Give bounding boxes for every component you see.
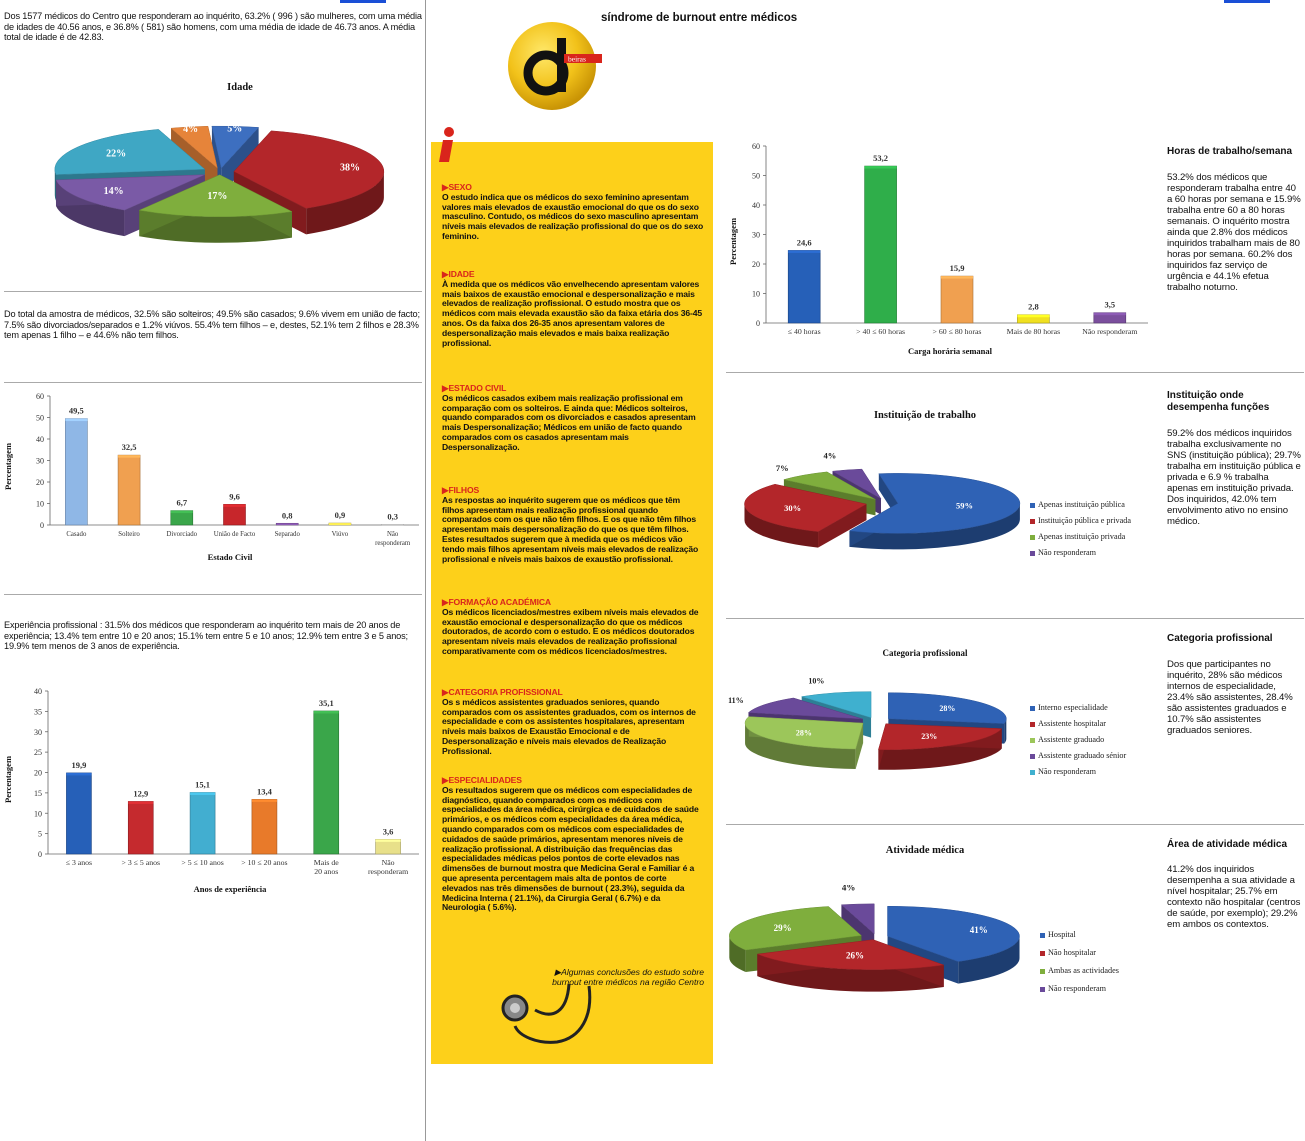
- legend-item: [1040, 926, 1119, 944]
- info-section-title: ▶FILHOS: [442, 485, 480, 495]
- bar-value-label: 24,6: [796, 237, 812, 248]
- pie-slice-label: 7%: [775, 462, 789, 473]
- pie-slice-label: 14%: [103, 185, 124, 197]
- bar-value-label: 3,6: [382, 826, 394, 837]
- pie-slice-label: 41%: [969, 925, 988, 936]
- info-section: [442, 270, 704, 348]
- y-tick-label: 60: [752, 142, 760, 151]
- legend-swatch: [1040, 987, 1045, 992]
- category-label: > 40 ≤ 60 horas: [856, 327, 906, 336]
- info-caption: ▶Algumas conclusões do estudo sobre burnout entre médicos na região Centro: [552, 967, 704, 987]
- info-section-body: O estudo indica que os médicos do sexo feminino apresentam valores mais elevados de exaustão emocional do que os do sexo masculino. Contudo, os médicos do sexo masculino apresentam níveis mais elevados de realização profissional do que os do sexo feminino.: [442, 191, 704, 241]
- legend-swatch: [1030, 535, 1035, 540]
- pie-slice-label: 23%: [921, 732, 938, 742]
- pie-slice-label: 28%: [795, 728, 812, 738]
- info-section-title: ▶FORMAÇÃO ACADÉMICA: [442, 597, 551, 607]
- divider: [726, 824, 1304, 825]
- y-tick-label: 30: [752, 230, 760, 240]
- y-tick-label: 40: [752, 201, 760, 210]
- ylabel-hours: Percentagem: [728, 217, 738, 265]
- legend-label: Ambas as actividades: [1048, 966, 1119, 975]
- chart-experiencia: [14, 683, 424, 883]
- category-label: União de Facto: [213, 531, 256, 538]
- pie-slice-label: 26%: [845, 950, 864, 961]
- bar: [65, 419, 87, 525]
- category-label: > 60 ≤ 80 horas: [932, 327, 982, 336]
- bar-top: [224, 504, 246, 507]
- top-accent-right: [1224, 0, 1270, 3]
- y-tick-label: 30: [36, 456, 44, 466]
- legend-label: Apenas instituição pública: [1038, 500, 1125, 509]
- bar-value-label: 13,4: [256, 786, 272, 797]
- bar: [118, 455, 140, 525]
- chart-estado-civil: [14, 388, 424, 553]
- legend-swatch: [1040, 951, 1045, 956]
- activity-text: 41.2% dos inquiridos desempenha a sua atividade a nível hospitalar; 25.7% em contexto não hospitalar (centros de saúde, por exemplo); 29.2% em ambos os contextos.: [1167, 864, 1301, 930]
- category-label: > 5 ≤ 10 anos: [181, 858, 224, 867]
- legend-swatch: [1030, 770, 1035, 775]
- bar-value-label: 6,7: [176, 497, 188, 508]
- bar-value-label: 15,1: [195, 779, 211, 790]
- intro-experience: Experiência profissional : 31.5% dos médicos que responderam ao inquérito tem mais de 20 anos de experiência; 13.4% tem entre 10 e 20 anos; 15.1% tem entre 5 e 10 anos; 12.9% tem entre 3 e 5 anos; 19.9% tem menos de 3 anos de experiência.: [4, 620, 408, 652]
- category-label: ≤ 40 horas: [787, 327, 821, 336]
- ylabel-exp: Percentagem: [3, 755, 13, 803]
- legend-label: Não hospitalar: [1048, 948, 1096, 957]
- category-title: Categoria profissional: [1167, 633, 1273, 644]
- top-accent-left: [340, 0, 386, 3]
- category-label: Casado: [66, 531, 87, 538]
- bar-value-label: 32,5: [121, 442, 137, 453]
- y-tick-label: 40: [34, 687, 42, 696]
- y-tick-label: 15: [34, 788, 42, 798]
- legend-label: Assistente hospitalar: [1038, 719, 1106, 728]
- pie-slice-label: 5%: [227, 123, 243, 135]
- bar-value-label: 0,9: [334, 510, 346, 521]
- legend-swatch: [1040, 933, 1045, 938]
- info-section-title: ▶SEXO: [442, 182, 472, 192]
- y-tick-label: 0: [756, 319, 760, 328]
- info-section-body: Os resultados sugerem que os médicos com especialidades de diagnóstico, quando comparados com os médicos com especialidades da área médica, cirúrgica e de cuidados de saúde primários, e os médicos com especialidades da área médica, quando comparados com os médicos com especialidades de cuidados de saúde primários, apresentam menores níveis de realização profissional. A distribuição das frequências das especialidades médicas pelos pontos de corte elevados nas dimensões de burnout mostra que Medicina Geral e Familiar é a que apresenta percentagem mais alta de pontos de corte elevados nas três dimensões de burnout ( 23.3%), seguida da Medicina Interna ( 21.1%), da Cirurgia Geral ( 6.7%) e da Neurologia ( 5.6%).: [442, 784, 699, 913]
- legend-item: [1030, 497, 1131, 513]
- legend-item: [1040, 962, 1119, 980]
- bar-value-label: 0,3: [387, 511, 398, 522]
- legend-item: [1040, 980, 1119, 998]
- legend-label: Não responderam: [1038, 767, 1096, 776]
- chart-title-instituicao: Instituição de trabalho: [873, 410, 977, 421]
- y-tick-label: 40: [36, 435, 44, 444]
- bar-top: [941, 276, 973, 279]
- bar-top: [65, 419, 87, 422]
- legend-label: Não responderam: [1048, 984, 1106, 993]
- y-tick-label: 50: [36, 413, 44, 423]
- pie-slice-label: 29%: [773, 922, 792, 933]
- category-label: Não responderam: [1082, 327, 1138, 336]
- bar-top: [66, 773, 91, 776]
- bar-top: [252, 799, 277, 802]
- category-label: > 10 ≤ 20 anos: [241, 858, 288, 867]
- bar: [314, 711, 339, 854]
- bar: [865, 166, 897, 323]
- chart-title-idade: Idade: [227, 82, 253, 93]
- legend-item: [1030, 513, 1131, 529]
- legend-item: [1030, 732, 1126, 748]
- bar: [190, 792, 215, 854]
- pie-slice-label: 22%: [106, 148, 127, 160]
- y-tick-label: 5: [38, 829, 42, 839]
- info-section-body: Os s médicos assistentes graduados seniores, quando comparados com os assistentes graduados, com os internos de especialidade e com os assistentes hospitalares, apresentam níveis mais baixos de Exaustão Emocional e de Despersonalização e níveis mais elevados de Realização Profissional.: [442, 696, 696, 756]
- pie-slice-label: 4%: [841, 885, 856, 893]
- bar-top: [128, 801, 153, 804]
- bar-value-label: 53,2: [873, 153, 889, 164]
- info-section-title: ▶ESTADO CIVIL: [442, 383, 507, 393]
- category-label: Não responderam: [375, 531, 411, 547]
- legend-label: Assistente graduado: [1038, 735, 1105, 744]
- y-tick-label: 10: [34, 809, 42, 819]
- legend-label: Hospital: [1048, 930, 1076, 939]
- bar-value-label: 35,1: [318, 697, 334, 708]
- info-section-body: As respostas ao inquérito sugerem que os médicos que têm filhos apresentam mais realização profissional quando comparados com os que não têm filhos. E os que não têm filhos apresentam mais despersonalização do que os que têm filhos. Estes resultados sugerem que à medida que os médicos vão tendo mais filhos apresentam níveis mais elevados de realização profissional e níveis mais baixos de exaustão profissional.: [442, 494, 699, 564]
- legend-label: Interno especialidade: [1038, 703, 1108, 712]
- bar-value-label: 19,9: [71, 759, 87, 770]
- category-label: Separado: [274, 531, 300, 538]
- bar-top: [314, 711, 339, 714]
- bar-value-label: 0,8: [281, 510, 293, 521]
- bar-top: [118, 455, 140, 458]
- info-section-title: ▶CATEGORIA PROFISSIONAL: [442, 687, 563, 697]
- y-tick-label: 30: [34, 727, 42, 737]
- legend-label: Assistente graduado sénior: [1038, 751, 1127, 760]
- legend-label: Instituição pública e privada: [1038, 516, 1131, 525]
- legend-categoria: [1030, 700, 1126, 780]
- pie-slice-label: 4%: [823, 450, 837, 461]
- info-section: [442, 598, 704, 657]
- pie-slice-label: 28%: [939, 703, 956, 713]
- info-section: [442, 486, 704, 564]
- legend-item: [1040, 944, 1119, 962]
- legend-swatch: [1040, 969, 1045, 974]
- bar: [252, 799, 277, 854]
- legend-swatch: [1030, 738, 1035, 743]
- xlabel-exp: Anos de experiência: [193, 884, 267, 894]
- y-tick-label: 10: [752, 289, 760, 299]
- bar-value-label: 12,9: [133, 788, 149, 799]
- hours-title: Horas de trabalho/semana: [1167, 146, 1293, 157]
- y-tick-label: 0: [38, 850, 42, 859]
- legend-swatch: [1030, 519, 1035, 524]
- y-tick-label: 25: [34, 748, 42, 758]
- divider: [4, 594, 422, 595]
- headline: síndrome de burnout entre médicos: [601, 12, 798, 24]
- bar-top: [190, 792, 215, 795]
- chart-instituicao: [726, 445, 1026, 575]
- y-tick-label: 35: [34, 707, 42, 717]
- stethoscope-icon: [497, 982, 617, 1067]
- legend-label: Apenas instituição privada: [1038, 532, 1126, 541]
- category-label: > 3 ≤ 5 anos: [121, 858, 161, 867]
- pie-slice-label: 10%: [808, 676, 825, 686]
- legend-swatch: [1030, 551, 1035, 556]
- chart-horas: [738, 138, 1158, 343]
- svg-text:beiras: beiras: [568, 54, 586, 64]
- legend-swatch: [1030, 706, 1035, 711]
- chart-title-categoria: Categoria profissional: [882, 648, 968, 658]
- info-icon: [437, 126, 457, 162]
- category-label: Não responderam: [367, 858, 409, 876]
- bar-top: [1094, 313, 1126, 316]
- info-section: [442, 384, 704, 453]
- info-section-title: ▶ESPECIALIDADES: [442, 775, 522, 785]
- pie-slice-label: 38%: [339, 162, 360, 174]
- legend-swatch: [1030, 722, 1035, 727]
- legend-item: [1030, 700, 1126, 716]
- divider: [726, 618, 1304, 619]
- divider: [4, 291, 422, 292]
- institution-title: Instituição onde desempenha funções: [1167, 390, 1270, 413]
- bar: [788, 250, 820, 323]
- y-tick-label: 50: [752, 171, 760, 181]
- intro-civil: Do total da amostra de médicos, 32.5% são solteiros; 49.5% são casados; 9.6% vivem em união de facto; 7.5% são divorciados/separados e 1.2% viúvos. 55.4% tem filhos – e, destes, 52.1% tem 2 filhos e 28.3% tem apenas 1 filho – e 44.6% não tem filhos.: [4, 309, 420, 341]
- bar-value-label: 9,6: [229, 491, 240, 502]
- y-tick-label: 60: [36, 392, 44, 401]
- chart-title-atividade: Atividade médica: [885, 845, 965, 856]
- info-section: [442, 183, 704, 242]
- bar: [224, 504, 246, 525]
- legend-item: [1030, 748, 1126, 764]
- bar-top: [329, 523, 351, 525]
- legend-item: [1030, 764, 1126, 780]
- divider: [4, 382, 422, 383]
- legend-item: [1030, 716, 1126, 732]
- legend-atividade: [1040, 926, 1119, 998]
- bar-top: [788, 250, 820, 253]
- info-section-body: Os médicos casados exibem mais realização profissional em comparação com os solteiros. E ainda que: Médicos solteiros, quando comparados com os divorciados e casados apresentam mais Despersonalização; Médicos em união de facto quando comparados com os casados apresentam mais Despersonalização.: [442, 392, 696, 452]
- divider: [726, 372, 1304, 373]
- y-tick-label: 20: [36, 478, 44, 487]
- bar-top: [376, 839, 401, 842]
- logo: [506, 18, 602, 114]
- category-label: Divorciado: [166, 531, 198, 538]
- legend-item: [1030, 545, 1131, 561]
- pie-slice-label: 30%: [784, 503, 802, 514]
- category-text: Dos que participantes no inquérito, 28% são médicos internos de especialidade, 23.4% são assistentes, 28.4% são assistentes graduados e 10.7% são assistentes graduados seniores.: [1167, 659, 1293, 736]
- info-section: [442, 776, 704, 913]
- category-label: Solteiro: [118, 531, 140, 538]
- info-section-title: ▶IDADE: [442, 269, 475, 279]
- intro-age: Dos 1577 médicos do Centro que responderam ao inquérito, 63.2% ( 996 ) são mulheres, com uma média de idades de 40.56 anos, e 36.8% ( 581) são homens, com uma média de idade de 46.73 anos. A média total de idade é de 42.83.: [4, 11, 422, 43]
- y-tick-label: 20: [752, 260, 760, 269]
- category-label: Mais de 20 anos: [313, 858, 339, 876]
- bar-top: [171, 511, 193, 513]
- info-section-body: Os médicos licenciados/mestres exibem níveis mais elevados de exaustão emocional e despersonalização do que os médicos doutorados, de acordo com o estudo. E os médicos doutorados apresentam níveis mais elevados de realização profissional comparativamente com os médicos licenciados/mestres.: [442, 606, 699, 656]
- bar-top: [1017, 315, 1049, 318]
- pie-slice-label: 4%: [183, 123, 199, 135]
- column-divider: [425, 0, 426, 1141]
- bar-value-label: 49,5: [68, 405, 84, 416]
- chart-idade: [30, 110, 410, 260]
- bar-top: [276, 523, 298, 525]
- bar-top: [382, 524, 404, 525]
- info-section: [442, 688, 704, 757]
- bar-value-label: 15,9: [949, 263, 965, 274]
- legend-swatch: [1030, 503, 1035, 508]
- institution-text: 59.2% dos médicos inquiridos trabalha exclusivamente no SNS (instituição pública); 29.7% trabalha em instituição pública e privada e 6.9 % trabalha apenas em instituição privada. Dos inquiridos, 42.0% tem envolvimento ativo no ensino médico.: [1167, 428, 1301, 527]
- legend-swatch: [1030, 754, 1035, 759]
- xlabel-hours: Carga horária semanal: [907, 346, 993, 356]
- category-label: ≤ 3 anos: [65, 858, 93, 867]
- activity-title: Área de atividade médica: [1167, 839, 1288, 850]
- pie-slice-label: 11%: [728, 696, 744, 706]
- legend-instituicao: [1030, 497, 1131, 561]
- chart-atividade: [726, 885, 1026, 1015]
- bar: [128, 801, 153, 854]
- legend-label: Não responderam: [1038, 548, 1096, 557]
- bar: [66, 773, 91, 854]
- info-section-body: À medida que os médicos vão envelhecendo apresentam valores mais baixos de exaustão emocional e despersonalização e mais elevados de realização profissional. O estudo mostra que os médicos com mais elevada exaustão são da faixa etária dos 36-45 anos. Os da faixa dos 26-35 anos apresentam valores de despersonalização mais elevados e mais baixa realização profissional.: [442, 278, 702, 348]
- pie-slice-label: 17%: [207, 190, 228, 202]
- y-tick-label: 20: [34, 768, 42, 778]
- bar-top: [865, 166, 897, 169]
- chart-categoria: [726, 675, 1026, 800]
- bar-value-label: 2,8: [1028, 301, 1039, 312]
- xlabel-civil: Estado Civil: [207, 552, 253, 562]
- y-tick-label: 10: [36, 499, 44, 509]
- y-tick-label: 0: [40, 521, 44, 530]
- legend-item: [1030, 529, 1131, 545]
- bar-value-label: 3,5: [1104, 299, 1116, 310]
- category-label: Viúvo: [331, 531, 349, 538]
- pie-slice-label: 59%: [955, 500, 973, 511]
- bar: [941, 276, 973, 323]
- hours-text: 53.2% dos médicos que responderam trabalha entre 40 a 60 horas por semana e 15.9% trabalha entre 60 a 80 horas semanais. O inquérito mostra ainda que 2.8% dos médicos inquiridos trabalham mais de 80 horas por semana. 60.2% dos inquiridos faz serviço de urgência e 44.1% efetua trabalho noturno.: [1167, 172, 1301, 293]
- ylabel-civil: Percentagem: [3, 442, 13, 490]
- category-label: Mais de 80 horas: [1006, 327, 1061, 336]
